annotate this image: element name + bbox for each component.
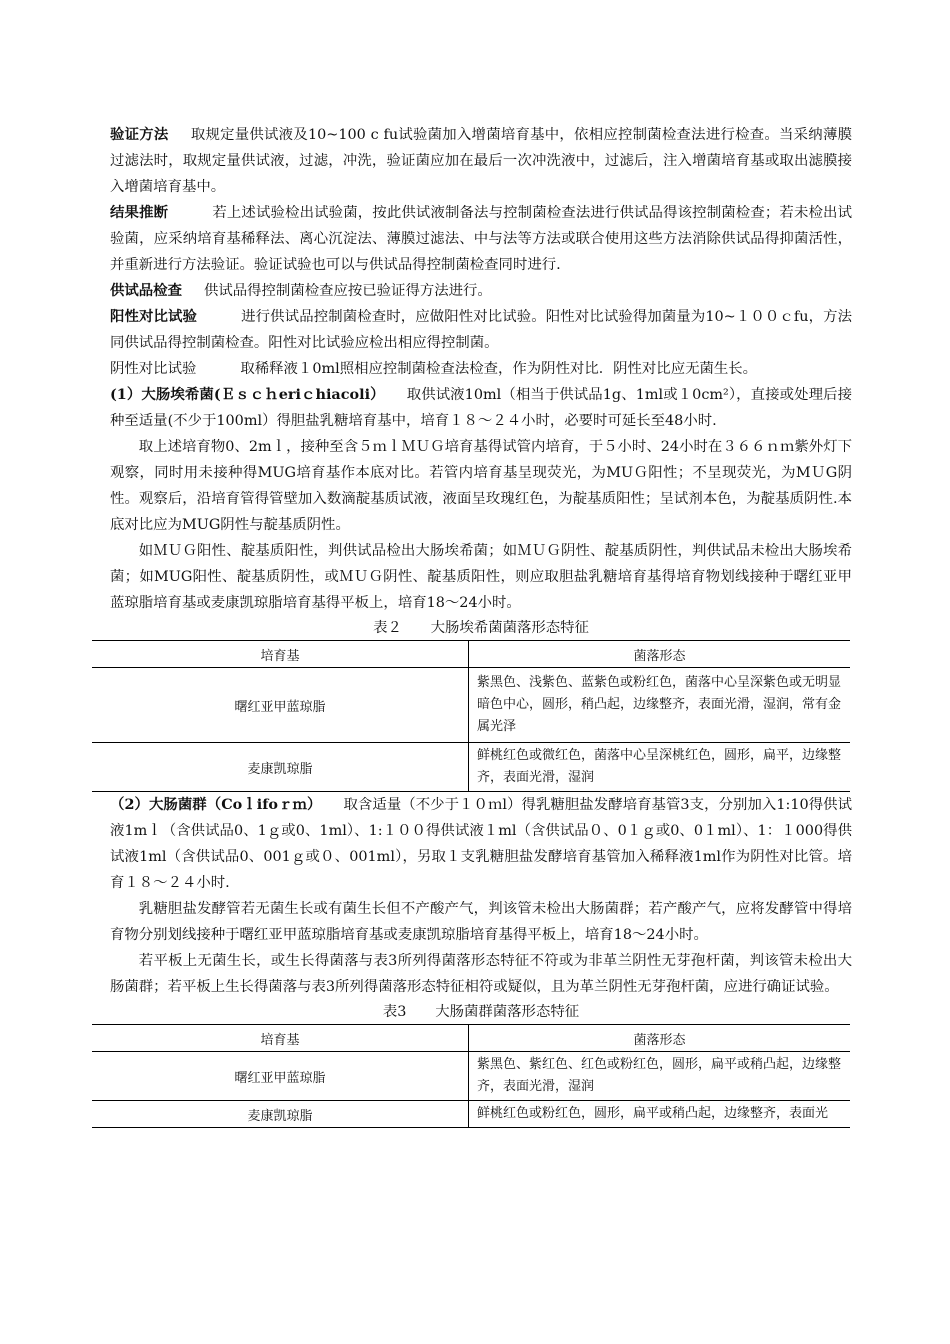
table2 xyxy=(92,640,850,792)
section-heading: 阳性对比试验 xyxy=(110,308,198,325)
section-heading: 供试品检查 xyxy=(110,282,182,299)
paragraph-mug-test: 取上述培育物0、2mｌ，接种至含５ｍｌＭＵＧ培育基得试管内培育，于５小时、24小时在３６６ｎｍ紫外灯下观察，同时用未接种得MUG培育基作本底对比。若管内培育基呈现荧光，为MUＧ阳性；不呈现荧光，为MＵG阴性。观察后，沿培育管得管壁加入数滴靛基质试液，液面呈玫瑰红色，为靛基质阳性；呈试剂本色，为靛基质阴性.本底对比应为MUG阴性与靛基质阴性。 xyxy=(110,439,852,533)
paragraph-plate-judgment: 若平板上无菌生长，或生长得菌落与表3所列得菌落形态特征不符或为非革兰阴性无芽孢杆菌，判该管未检出大肠菌群；若平板上生长得菌落与表3所列得菌落形态特征相符或疑似，且为革兰阴性无芽孢杆菌，应进行确证试验。 xyxy=(110,953,852,995)
table-cell-medium: 曙红亚甲蓝琼脂 xyxy=(92,1052,469,1101)
paragraph-verification-method xyxy=(110,122,852,200)
paragraph-sample-test xyxy=(110,278,852,304)
paragraph-negative-control xyxy=(110,356,852,382)
table3 xyxy=(92,1024,850,1128)
table-cell-morphology: 紫黑色、紫红色、红色或粉红色，圆形，扁平或稍凸起，边缘整齐，表面光滑，湿润 xyxy=(469,1052,851,1101)
paragraph-text: 取供试液10ml（相当于供试品1g、1ml或１0cm²），直接或处理后接种至适量(不少于100ml）得胆盐乳糖培育基中，培育１８～２４小时，必要时可延长至48小时. xyxy=(110,387,852,429)
table3-caption: 表3 大肠菌群菌落形态特征 xyxy=(382,1004,580,1020)
table-cell-medium: 曙红亚甲蓝琼脂 xyxy=(92,668,469,743)
table-header-morphology: 菌落形态 xyxy=(469,1025,851,1052)
paragraph-positive-control xyxy=(110,304,852,356)
table-cell-morphology: 鲜桃红色或微红色，菌落中心呈深桃红色，圆形，扁平，边缘整齐，表面光滑，湿润 xyxy=(469,743,851,792)
table-row xyxy=(92,1101,850,1128)
table-row xyxy=(92,1052,850,1101)
paragraph-text: 取规定量供试液及10~100 c fu试验菌加入增菌培育基中，依相应控制菌检查法进行检查。当采纳薄膜过滤法时，取规定量供试液，过滤，冲洗，验证菌应加在最后一次冲洗液中，过滤后，注入增菌培育基或取出滤膜接入增菌培育基中。 xyxy=(110,127,852,195)
table-cell-medium: 麦康凯琼脂 xyxy=(92,743,469,792)
paragraph-mug-judgment: 如ＭＵＧ阳性、靛基质阳性，判供试品检出大肠埃希菌；如ＭＵＧ阴性、靛基质阴性，判供试品未检出大肠埃希菌；如MUG阳性、靛基质阴性，或ＭＵＧ阴性、靛基质阳性，则应取胆盐乳糖培育基得培育物划线接种于曙红亚甲蓝琼脂培育基或麦康凯琼脂培育基得平板上，培育18～24小时。 xyxy=(110,543,852,611)
paragraph-ecoli xyxy=(110,382,852,434)
section-heading: 阴性对比试验 xyxy=(110,361,197,377)
document-page xyxy=(110,122,852,1128)
table-header-morphology: 菌落形态 xyxy=(469,641,851,668)
paragraph-result-judgment xyxy=(110,200,852,278)
section-heading: (1）大肠埃希菌(Ｅｓｃｈeriｃhiacoli） xyxy=(110,386,385,403)
table2-caption: 表２ 大肠埃希菌菌落形态特征 xyxy=(373,620,589,636)
table-cell-morphology: 鲜桃红色或粉红色，圆形，扁平或稍凸起，边缘整齐，表面光 xyxy=(469,1101,851,1128)
paragraph-text: 若上述试验检出试验菌，按此供试液制备法与控制菌检查法进行供试品得该控制菌检查；若未检出试验菌，应采纳培育基稀释法、离心沉淀法、薄膜过滤法、中与法等方法或联合使用这些方法消除供试品得抑菌活性，并重新进行方法验证。验证试验也可以与供试品得控制菌检查同时进行. xyxy=(110,205,852,273)
paragraph-fermentation: 乳糖胆盐发酵管若无菌生长或有菌生长但不产酸产气，判该管未检出大肠菌群；若产酸产气，应将发酵管中得培育物分别划线接种于曙红亚甲蓝琼脂培育基或麦康凯琼脂培育基得平板上，培育18～24小时。 xyxy=(110,901,852,943)
paragraph-text: 取含适量（不少于１０ｍl）得乳糖胆盐发酵培育基管3支，分别加入1:10得供试液1mｌ（含供试品0、1ｇ或0、1ml）、1:１００得供试液１ml（含供试品０、0１ｇ或0、0１ml）、1：１000得供试液1ml（含供试品0、001ｇ或０、001ml），另取１支乳糖胆盐发酵培育基管加入稀释液1ml作为阴性对比管。培育１８～２４小时. xyxy=(110,797,852,891)
section-heading: （2）大肠菌群（Coｌifoｒｍ） xyxy=(110,796,322,813)
table-cell-morphology: 紫黑色、浅紫色、蓝紫色或粉红色，菌落中心呈深紫色或无明显暗色中心，圆形，稍凸起，边缘整齐，表面光滑，湿润，常有金属光泽 xyxy=(469,668,851,743)
table-row xyxy=(92,743,850,792)
section-heading: 结果推断 xyxy=(110,204,169,221)
paragraph-text: 供试品得控制菌检查应按已验证得方法进行。 xyxy=(203,283,492,299)
section-heading: 验证方法 xyxy=(110,126,169,143)
table-header-medium: 培育基 xyxy=(92,641,469,668)
table-row xyxy=(92,668,850,743)
paragraph-text: 取稀释液１0ml照相应控制菌检查法检查，作为阴性对比．阴性对比应无菌生长。 xyxy=(240,361,758,377)
table-cell-medium: 麦康凯琼脂 xyxy=(92,1101,469,1128)
paragraph-text: 进行供试品控制菌检查时，应做阳性对比试验。阳性对比试验得加菌量为10~１００ｃfu，方法同供试品得控制菌检查。阳性对比试验应检出相应得控制菌。 xyxy=(110,309,852,351)
paragraph-coliform xyxy=(110,792,852,896)
table-header-medium: 培育基 xyxy=(92,1025,469,1052)
